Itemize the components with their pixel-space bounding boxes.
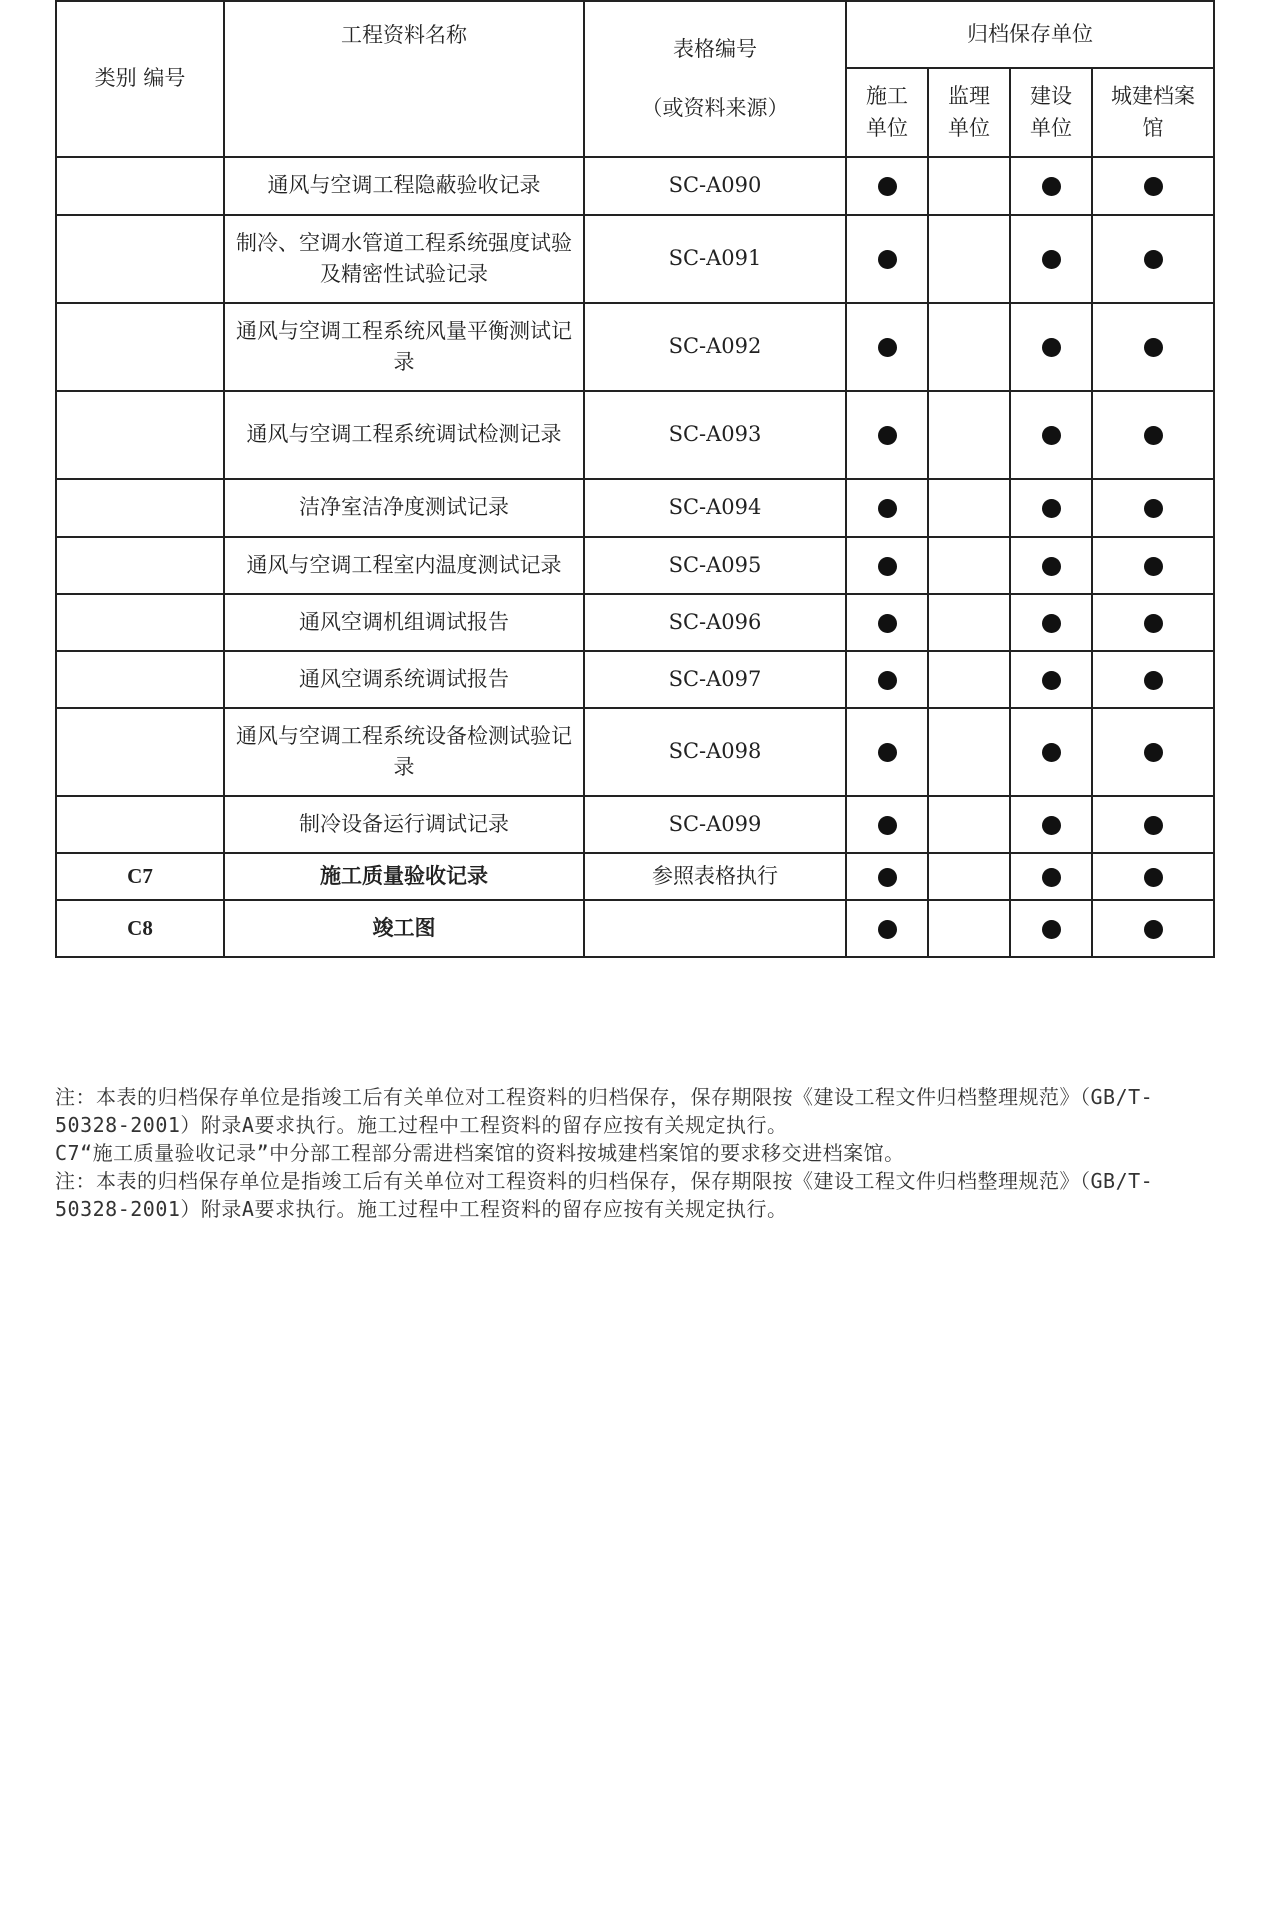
notes (55, 1083, 1215, 1223)
row-name: 通风与空调工程系统调试检测记录 (224, 391, 584, 479)
row-name: 洁净室洁净度测试记录 (224, 479, 584, 537)
table-row (56, 537, 1214, 594)
row-mark-1 (928, 900, 1010, 957)
row-mark-3 (1092, 479, 1214, 537)
header-category (56, 1, 224, 157)
row-category (56, 391, 224, 479)
filled-dot-icon (1144, 177, 1163, 196)
filled-dot-icon (1144, 557, 1163, 576)
filled-dot-icon (1042, 920, 1061, 939)
header-category-line1: 类别 (94, 66, 137, 91)
filled-dot-icon (1042, 557, 1061, 576)
archive-table (55, 0, 1215, 958)
row-mark-0 (846, 391, 928, 479)
filled-dot-icon (878, 743, 897, 762)
row-code: SC-A098 (584, 708, 846, 796)
filled-dot-icon (1042, 614, 1061, 633)
row-name: 通风与空调工程室内温度测试记录 (224, 537, 584, 594)
row-mark-0 (846, 157, 928, 215)
filled-dot-icon (1144, 499, 1163, 518)
filled-dot-icon (1144, 868, 1163, 887)
row-code: 参照表格执行 (584, 853, 846, 900)
row-category (56, 157, 224, 215)
table-row (56, 796, 1214, 853)
row-code: SC-A093 (584, 391, 846, 479)
row-mark-3 (1092, 853, 1214, 900)
row-category (56, 796, 224, 853)
table-row (56, 391, 1214, 479)
row-mark-2 (1010, 853, 1092, 900)
filled-dot-icon (1144, 743, 1163, 762)
filled-dot-icon (878, 557, 897, 576)
row-mark-0 (846, 853, 928, 900)
note-2: C7“施工质量验收记录”中分部工程部分需进档案馆的资料按城建档案馆的要求移交进档案馆。 (55, 1141, 905, 1165)
row-category (56, 215, 224, 303)
filled-dot-icon (878, 177, 897, 196)
row-mark-2 (1010, 796, 1092, 853)
filled-dot-icon (1042, 338, 1061, 357)
header-code (584, 1, 846, 157)
row-category: C7 (56, 853, 224, 900)
header-category-line2: 编号 (143, 66, 186, 91)
filled-dot-icon (878, 816, 897, 835)
filled-dot-icon (878, 868, 897, 887)
table-row (56, 853, 1214, 900)
row-code: SC-A091 (584, 215, 846, 303)
row-mark-1 (928, 594, 1010, 651)
header-name: 工程资料名称 (224, 1, 584, 157)
filled-dot-icon (1144, 816, 1163, 835)
header-unit-construction: 施工 单位 (846, 68, 928, 157)
row-mark-2 (1010, 303, 1092, 391)
row-mark-0 (846, 708, 928, 796)
filled-dot-icon (1144, 614, 1163, 633)
row-name: 竣工图 (224, 900, 584, 957)
row-mark-1 (928, 215, 1010, 303)
row-mark-1 (928, 796, 1010, 853)
row-mark-2 (1010, 215, 1092, 303)
row-name: 通风与空调工程系统风量平衡测试记录 (224, 303, 584, 391)
row-mark-1 (928, 853, 1010, 900)
row-mark-0 (846, 479, 928, 537)
filled-dot-icon (878, 426, 897, 445)
row-mark-3 (1092, 796, 1214, 853)
filled-dot-icon (1042, 177, 1061, 196)
row-mark-2 (1010, 651, 1092, 708)
filled-dot-icon (878, 250, 897, 269)
table-row (56, 651, 1214, 708)
filled-dot-icon (1042, 671, 1061, 690)
row-mark-2 (1010, 900, 1092, 957)
filled-dot-icon (1042, 816, 1061, 835)
filled-dot-icon (1144, 671, 1163, 690)
row-name: 通风空调系统调试报告 (224, 651, 584, 708)
row-mark-0 (846, 796, 928, 853)
row-code: SC-A099 (584, 796, 846, 853)
filled-dot-icon (1144, 250, 1163, 269)
row-name: 通风与空调工程系统设备检测试验记录 (224, 708, 584, 796)
filled-dot-icon (1042, 426, 1061, 445)
row-mark-3 (1092, 391, 1214, 479)
row-name: 通风与空调工程隐蔽验收记录 (224, 157, 584, 215)
table-row (56, 479, 1214, 537)
row-mark-1 (928, 157, 1010, 215)
row-mark-0 (846, 651, 928, 708)
row-name: 制冷、空调水管道工程系统强度试验及精密性试验记录 (224, 215, 584, 303)
filled-dot-icon (878, 614, 897, 633)
row-code: SC-A096 (584, 594, 846, 651)
row-mark-3 (1092, 303, 1214, 391)
filled-dot-icon (1144, 338, 1163, 357)
row-mark-3 (1092, 215, 1214, 303)
filled-dot-icon (1144, 920, 1163, 939)
row-mark-0 (846, 215, 928, 303)
row-category (56, 303, 224, 391)
row-category (56, 651, 224, 708)
row-mark-3 (1092, 900, 1214, 957)
row-category (56, 479, 224, 537)
filled-dot-icon (1042, 499, 1061, 518)
table-row (56, 215, 1214, 303)
row-mark-3 (1092, 594, 1214, 651)
row-category (56, 708, 224, 796)
row-mark-3 (1092, 708, 1214, 796)
row-mark-1 (928, 651, 1010, 708)
row-code: SC-A095 (584, 537, 846, 594)
table-row (56, 900, 1214, 957)
row-code: SC-A097 (584, 651, 846, 708)
row-code: SC-A094 (584, 479, 846, 537)
header-unit-owner: 建设 单位 (1010, 68, 1092, 157)
row-mark-1 (928, 479, 1010, 537)
header-code-line2: （或资料来源） (641, 96, 789, 120)
row-code: SC-A090 (584, 157, 846, 215)
row-mark-3 (1092, 651, 1214, 708)
table-row (56, 303, 1214, 391)
row-category (56, 594, 224, 651)
row-mark-2 (1010, 391, 1092, 479)
row-name: 通风空调机组调试报告 (224, 594, 584, 651)
row-mark-2 (1010, 708, 1092, 796)
row-mark-3 (1092, 537, 1214, 594)
note-3: 注：本表的归档保存单位是指竣工后有关单位对工程资料的归档保存，保存期限按《建设工程文件归档整理规范》（GB/T-50328-2001）附录A要求执行。施工过程中工程资料的留存应按有关规定执行。 (55, 1169, 1154, 1221)
table-row (56, 594, 1214, 651)
row-mark-2 (1010, 537, 1092, 594)
row-category: C8 (56, 900, 224, 957)
filled-dot-icon (878, 671, 897, 690)
filled-dot-icon (1042, 868, 1061, 887)
row-mark-0 (846, 537, 928, 594)
table-row (56, 708, 1214, 796)
row-mark-3 (1092, 157, 1214, 215)
row-category (56, 537, 224, 594)
filled-dot-icon (878, 499, 897, 518)
row-mark-2 (1010, 594, 1092, 651)
filled-dot-icon (1144, 426, 1163, 445)
row-name: 施工质量验收记录 (224, 853, 584, 900)
note-1: 注：本表的归档保存单位是指竣工后有关单位对工程资料的归档保存，保存期限按《建设工程文件归档整理规范》（GB/T-50328-2001）附录A要求执行。施工过程中工程资料的留存应按有关规定执行。 (55, 1085, 1154, 1137)
header-unit-archive: 城建档案 馆 (1092, 68, 1214, 157)
filled-dot-icon (1042, 250, 1061, 269)
row-name: 制冷设备运行调试记录 (224, 796, 584, 853)
filled-dot-icon (878, 338, 897, 357)
row-mark-0 (846, 900, 928, 957)
row-mark-1 (928, 303, 1010, 391)
row-mark-1 (928, 391, 1010, 479)
row-mark-2 (1010, 157, 1092, 215)
row-mark-1 (928, 708, 1010, 796)
filled-dot-icon (1042, 743, 1061, 762)
row-mark-2 (1010, 479, 1092, 537)
row-mark-0 (846, 594, 928, 651)
filled-dot-icon (878, 920, 897, 939)
table-row (56, 157, 1214, 215)
header-unit-supervision: 监理 单位 (928, 68, 1010, 157)
row-code: SC-A092 (584, 303, 846, 391)
row-mark-0 (846, 303, 928, 391)
header-code-line1: 表格编号 (673, 36, 757, 61)
header-archive-group: 归档保存单位 (846, 1, 1214, 68)
row-code (584, 900, 846, 957)
row-mark-1 (928, 537, 1010, 594)
